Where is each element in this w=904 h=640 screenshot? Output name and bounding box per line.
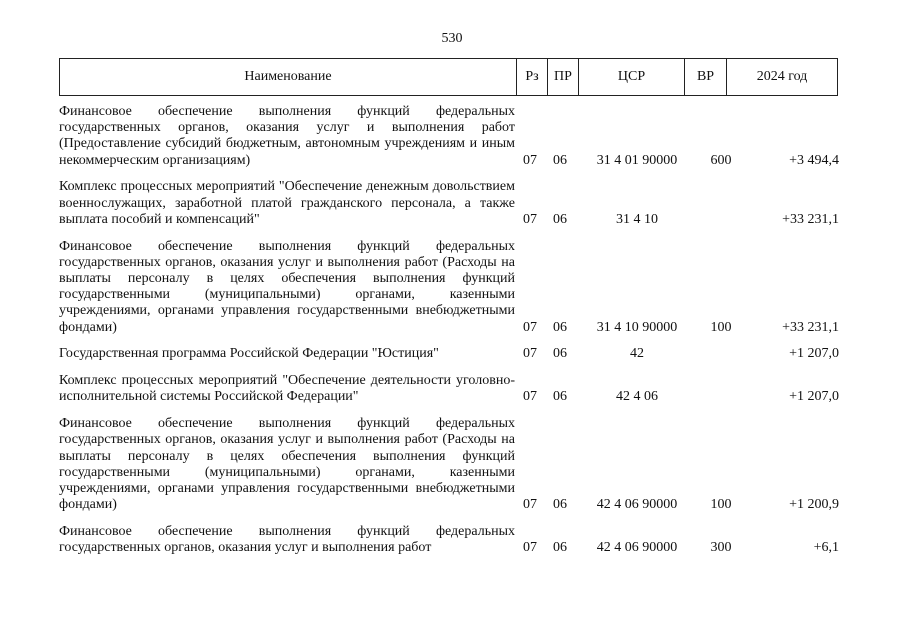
- row-csr: 42 4 06 90000: [596, 540, 678, 556]
- header-pr: ПР: [548, 59, 579, 96]
- row-amount: +1 207,0: [789, 346, 839, 362]
- row-name: Финансовое обеспечение выполнения функций федеральных государственных органов, оказания услуг и выполнения работ: [59, 524, 515, 556]
- row-pr: 06: [553, 346, 567, 362]
- row-csr: 31 4 01 90000: [596, 152, 678, 168]
- row-vr: 100: [710, 319, 732, 335]
- row-rz: 07: [523, 540, 537, 556]
- header-year: 2024 год: [727, 59, 838, 96]
- budget-rows: [59, 104, 839, 567]
- row-rz: 07: [523, 389, 537, 405]
- row-pr: 06: [553, 211, 567, 227]
- row-pr: 06: [553, 319, 567, 335]
- row-name: Финансовое обеспечение выполнения функций федеральных государственных органов, оказания услуг и выполнения работ (Расходы на выплаты персоналу в целях обеспечения выполнения функций государственными (муниципальными) органами, казенными учреждениями, органами управления государственными внебюджетными фондами): [59, 238, 515, 335]
- row-amount: +3 494,4: [789, 152, 839, 168]
- row-name: Комплекс процессных мероприятий "Обеспечение деятельности уголовно-исполнительной системы Российской Федерации": [59, 373, 515, 405]
- row-pr: 06: [553, 540, 567, 556]
- table-row: [59, 373, 839, 405]
- row-amount: +1 200,9: [789, 497, 839, 513]
- row-pr: 06: [553, 389, 567, 405]
- table-row: [59, 104, 839, 169]
- table-row: [59, 524, 839, 556]
- row-rz: 07: [523, 346, 537, 362]
- row-csr: 42: [630, 346, 644, 362]
- row-vr: 100: [710, 497, 732, 513]
- row-rz: 07: [523, 319, 537, 335]
- row-amount: +6,1: [813, 540, 839, 556]
- row-rz: 07: [523, 211, 537, 227]
- row-name: Комплекс процессных мероприятий "Обеспечение денежным довольствием военнослужащих, заработной платой гражданского персонала, а также выплата пособий и компенсаций": [59, 179, 515, 227]
- row-name: Финансовое обеспечение выполнения функций федеральных государственных органов, оказания услуг и выполнения работ (Предоставление субсидий бюджетным, автономным учреждениям и иным некоммерческим организациям): [59, 104, 515, 168]
- table-row: [59, 416, 839, 513]
- table-row: [59, 346, 839, 362]
- table-row: [59, 239, 839, 336]
- header-vr: ВР: [685, 59, 727, 96]
- table-row: [59, 179, 839, 228]
- row-amount: +33 231,1: [782, 319, 839, 335]
- row-rz: 07: [523, 497, 537, 513]
- row-csr: 42 4 06 90000: [596, 497, 678, 513]
- column-header-row: [60, 59, 838, 96]
- row-csr: 31 4 10: [616, 211, 658, 227]
- row-csr: 31 4 10 90000: [596, 319, 678, 335]
- header-name: Наименование: [60, 59, 517, 96]
- row-pr: 06: [553, 497, 567, 513]
- row-amount: +1 207,0: [789, 389, 839, 405]
- row-vr: 600: [710, 152, 732, 168]
- row-pr: 06: [553, 152, 567, 168]
- row-name: Государственная программа Российской Федерации "Юстиция": [59, 346, 439, 362]
- row-vr: 300: [710, 540, 732, 556]
- column-header-table: [59, 58, 838, 96]
- header-rz: Рз: [517, 59, 548, 96]
- row-rz: 07: [523, 152, 537, 168]
- row-csr: 42 4 06: [616, 389, 658, 405]
- row-amount: +33 231,1: [782, 211, 839, 227]
- header-csr: ЦСР: [579, 59, 685, 96]
- page-number: 530: [441, 31, 463, 46]
- row-name: Финансовое обеспечение выполнения функций федеральных государственных органов, оказания услуг и выполнения работ (Расходы на выплаты персоналу в целях обеспечения выполнения функций государственными (муниципальными) органами, казенными учреждениями, органами управления государственными внебюджетными фондами): [59, 416, 515, 513]
